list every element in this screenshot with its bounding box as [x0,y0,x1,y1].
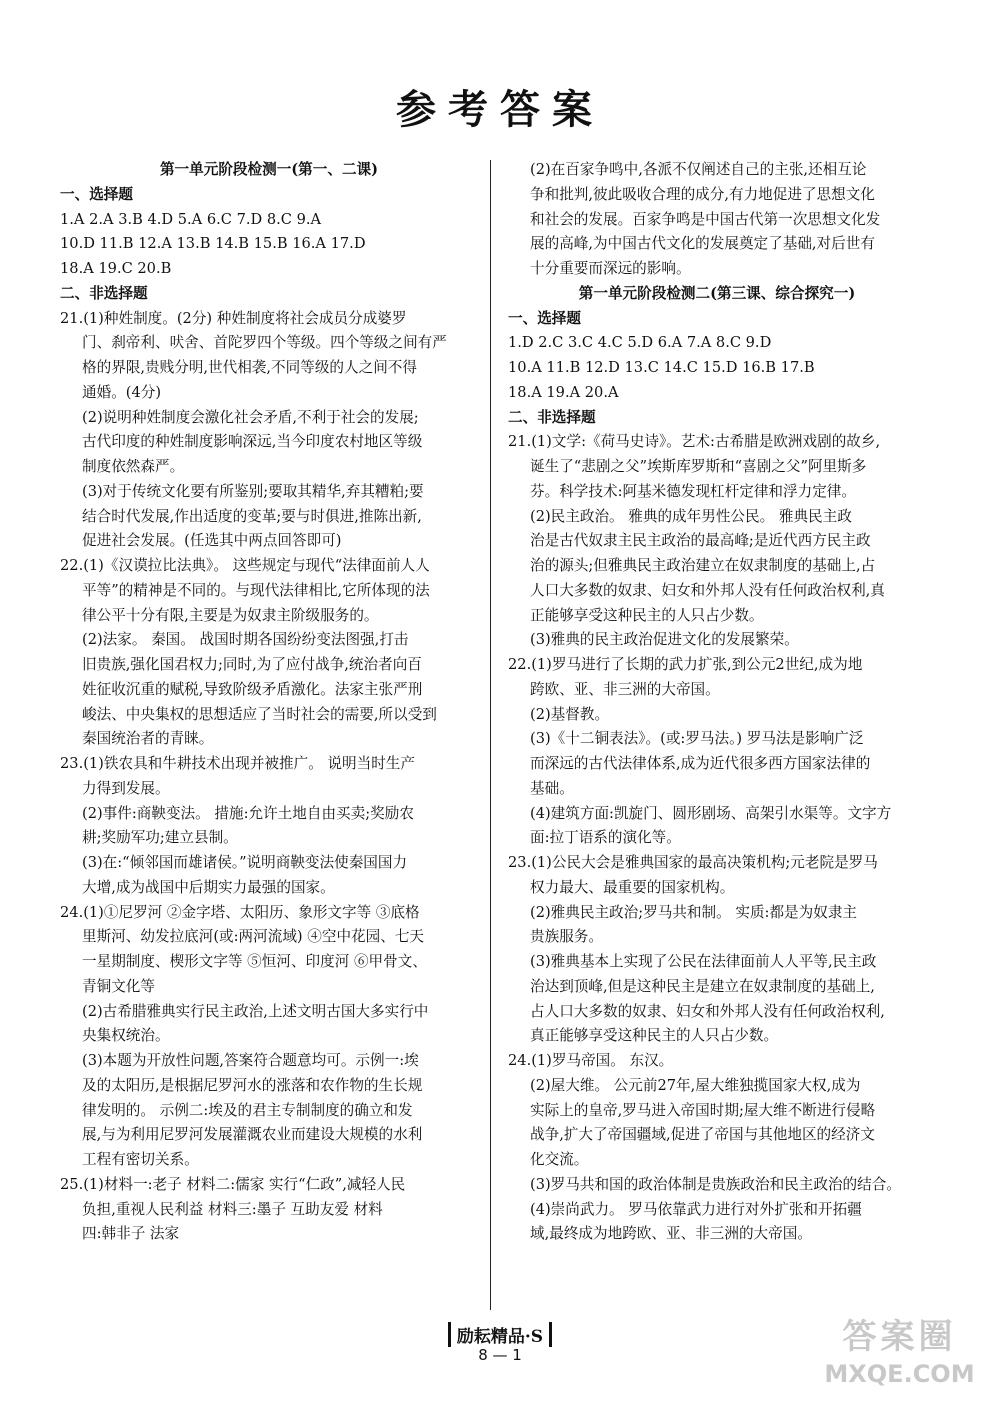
answer-line: (3)在:“倾邻国而雄诸侯。”说明商鞅变法使秦国国力 [82,854,408,871]
answer-line: (2)基督教。 [530,705,610,723]
answer-line: (3)对于传统文化要有所鉴别;要取其精华,弃其糟粕;要 [82,482,424,500]
answer-line: 负担,重视人民利益 材料三:墨子 互助友爱 材料 [82,1200,383,1218]
answer-line: 18.A 19.A 20.A [508,383,619,401]
section-heading: 二、非选择题 [508,408,596,426]
answer-line: 结合时代发展,作出适度的变革;要与时俱进,推陈出新, [82,507,422,525]
answer-line: 战争,扩大了帝国疆域,促进了帝国与其他地区的经济文 [530,1126,875,1144]
answer-line: (2)说明种姓制度会激化社会矛盾,不利于社会的发展; [82,408,419,426]
answer-line: (2)事件:商鞅变法。 措施:允许土地自由买卖;奖励农 [82,804,414,822]
answer-line: 23.(1)铁农具和牛耕技术出现并被推广。 说明当时生产 [60,755,415,772]
answer-line: 工程有密切关系。 [82,1151,199,1168]
answer-line: 古代印度的种姓制度影响深远,当今印度农村地区等级 [82,433,423,451]
answer-line: (2)法家。 秦国。 战国时期各国纷纷变法图强,打击 [82,631,409,649]
answer-line: 旧贵族,强化国君权力;同时,为了应付战争,统治者向百 [82,656,422,673]
answer-line: 秦国统治者的青睐。 [82,730,214,748]
answer-line: 10.A 11.B 12.D 13.C 14.C 15.D 16.B 17.B [508,359,815,376]
answer-line: (3)雅典基本上实现了公民在法律面前人人平等,民主政 [530,953,877,970]
answer-line: (2)民主政治。 雅典的成年男性公民。 雅典民主政 [530,507,852,525]
answer-line: 权力最大、最重要的国家机构。 [530,878,735,896]
answer-line: 24.(1)①尼罗河 ②金字塔、太阳历、象形文字等 ③底格 [60,903,420,921]
answer-line: 10.D 11.B 12.A 13.B 14.B 15.B 16.A 17.D [60,235,366,253]
answer-line: 门、刹帝利、吠舍、首陀罗四个等级。四个等级之间有严 [82,334,447,352]
answer-line: (4)建筑方面:凯旋门、圆形剧场、高架引水渠等。文字方 [530,804,892,822]
answer-line: (3)《十二铜表法》。(或:罗马法。) 罗马法是影响广泛 [530,730,864,748]
answer-line: 一星期制度、楔形文字等 ⑤恒河、印度河 ⑥甲骨文、 [82,953,427,970]
answer-line: 耕;奖励军功;建立县制。 [82,829,238,847]
answer-line: 占人口大多数的奴隶、妇女和外邦人没有任何政治权利, [530,1002,885,1020]
answer-line: 22.(1)《汉谟拉比法典》。 这些规定与现代“法律面前人人 [60,557,430,574]
answer-line: 平等”的精神是不同的。与现代法律相比,它所体现的法 [82,581,430,599]
answer-line: 21.(1)文学:《荷马史诗》。艺术:古希腊是欧洲戏剧的故乡, [508,433,881,451]
section-heading: 二、非选择题 [60,284,148,302]
answer-line: 跨欧、亚、非三洲的大帝国。 [530,680,720,698]
footer-brand-text: 励耘精品·S [448,1322,552,1347]
answer-line: (3)罗马共和国的政治体制是贵族政治和民主政治的结合。 [530,1175,901,1193]
answer-line: (3)本题为开放性问题,答案符合题意均可。示例一:埃 [82,1052,419,1069]
answer-line: 实际上的皇帝,罗马进入帝国时期;屋大维不断进行侵略 [530,1101,876,1119]
section-heading: 一、选择题 [60,185,133,203]
answer-line: 基础。 [530,779,574,797]
answer-line: 大增,成为战国中后期实力最强的国家。 [82,878,335,896]
answer-line: 贵族服务。 [530,928,603,946]
answer-line: 律发明的。 示例二:埃及的君主专制制度的确立和发 [82,1101,413,1119]
answer-line: 治是古代奴隶主民主政治的最高峰;是近代西方民主政 [530,532,871,550]
answer-line: 21.(1)种姓制度。(2分) 种姓制度将社会成员分成婆罗 [60,309,407,327]
answer-line: 22.(1)罗马进行了长期的武力扩张,到公元2世纪,成为地 [508,656,863,673]
answer-line: 芬。科学技术:阿基米德发现杠杆定律和浮力定律。 [530,482,856,500]
answer-line: (2)屋大维。 公元前27年,屋大维独揽国家大权,成为 [530,1076,861,1094]
left-answer-column [60,158,478,1247]
answer-line: 展,与为利用尼罗河发展灌溉农业而建设大规模的水利 [82,1126,423,1144]
answer-line: 1.A 2.A 3.B 4.D 5.A 6.C 7.D 8.C 9.A [60,210,322,228]
answer-line: 及的太阳历,是根据尼罗河水的涨落和农作物的生长规 [82,1076,423,1094]
answer-line: 24.(1)罗马帝国。 东汉。 [508,1052,674,1069]
answer-line: 和社会的发展。百家争鸣是中国古代第一次思想文化发 [530,210,881,228]
answer-line: 力得到发展。 [82,779,170,797]
answer-line: 域,最终成为地跨欧、亚、非三洲的大帝国。 [530,1225,812,1243]
answer-line: 正能够享受这种民主的人只占少数。 [530,606,764,624]
answer-line: 制度依然森严。 [82,458,185,475]
answer-line: (3)雅典的民主政治促进文化的发展繁荣。 [530,631,799,649]
answer-line: 里斯河、幼发拉底河(或:两河流域) ④空中花园、七天 [82,928,425,946]
answer-line: 人口大多数的奴隶、妇女和外邦人没有任何政治权利,真 [530,581,885,599]
test-heading: 第一单元阶段检测二(第三课、综合探究一) [578,284,856,302]
answer-line: 25.(1)材料一:老子 材料二:儒家 实行“仁政”,减轻人民 [60,1175,406,1193]
page-number: 8 — 1 [478,1346,522,1364]
answer-line: 青铜文化等 [82,977,155,995]
answer-line: 治的源头;但雅典民主政治建立在奴隶制度的基础上,占 [530,557,876,574]
answer-line: (2)古希腊雅典实行民主政治,上述文明古国大多实行中 [82,1002,429,1020]
column-divider [490,160,491,1310]
answer-line: 通婚。(4分) [82,383,162,401]
answer-line: 1.D 2.C 3.C 4.C 5.D 6.A 7.A 8.C 9.D [508,334,772,352]
watermark-logo [812,1315,987,1395]
answer-line: 峻法、中央集权的思想适应了当时社会的需要,所以受到 [82,705,437,723]
answer-line: 律公平十分有限,主要是为奴隶主阶级服务的。 [82,606,379,624]
answer-line: 18.A 19.C 20.B [60,260,172,277]
answer-line: 央集权统治。 [82,1027,170,1045]
answer-line: 23.(1)公民大会是雅典国家的最高决策机构;元老院是罗马 [508,854,878,871]
answer-line: 面:拉丁语系的演化等。 [530,829,681,847]
answer-line: 真正能够享受这种民主的人只占少数。 [530,1027,779,1045]
watermark-cn: 答案圈 [842,1317,957,1357]
answer-line: 促进社会发展。(任选其中两点回答即可) [82,532,342,550]
page-title: 参考答案 [396,86,604,133]
watermark-en: MXQE.COM [824,1360,975,1388]
answer-line: 展的高峰,为中国古代文化的发展奠定了基础,对后世有 [530,235,875,253]
answer-line: (2)在百家争鸣中,各派不仅阐述自己的主张,还相互论 [530,161,867,178]
section-heading: 一、选择题 [508,309,581,327]
answer-line: 十分重要而深远的影响。 [530,260,691,277]
answer-line: 四:韩非子 法家 [82,1225,180,1243]
answer-line: (4)崇尚武力。 罗马依靠武力进行对外扩张和开拓疆 [530,1200,862,1218]
answer-line: (2)雅典民主政治;罗马共和制。 实质:都是为奴隶主 [530,903,858,921]
answer-line: 格的界限,贵贱分明,世代相袭,不同等级的人之间不得 [82,359,417,376]
answer-line: 诞生了“悲剧之父”埃斯库罗斯和“喜剧之父”阿里斯多 [530,458,867,475]
answer-line: 治达到顶峰,但是这种民主是建立在奴隶制度的基础上, [530,977,875,995]
right-answer-column [508,158,926,1247]
answer-line: 争和批判,彼此吸收合理的成分,有力地促进了思想文化 [530,185,875,203]
answer-line: 化交流。 [530,1151,589,1168]
test-heading: 第一单元阶段检测一(第一、二课) [159,161,379,178]
answer-line: 而深远的古代法律体系,成为近代很多西方国家法律的 [530,755,871,772]
answer-line: 姓征收沉重的赋税,导致阶级矛盾激化。法家主张严刑 [82,680,423,698]
